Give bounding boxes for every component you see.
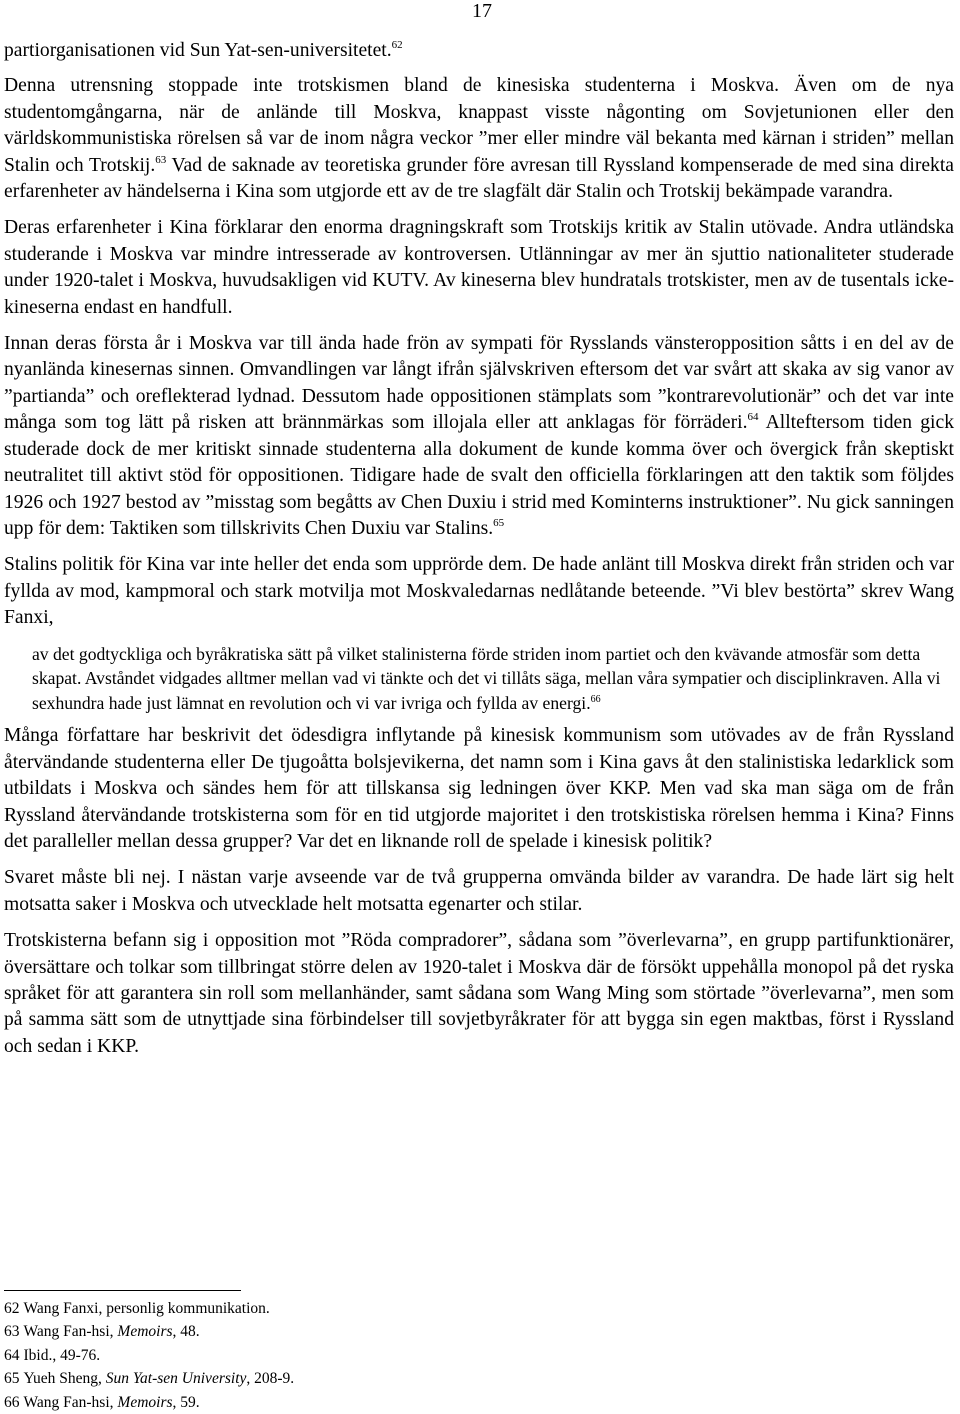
text-run: Ibid., 49-76. [23,1346,101,1364]
footnote-number: 64 [4,1346,20,1364]
text-run: Svaret måste bli nej. I nästan varje avseende var de två grupperna omvända bilder av varandra. De hade lärt sig helt motsatta saker i Moskva och utvecklade helt motsatta egenarter och stilar. [4,867,954,915]
paragraph [4,865,954,918]
text-run: Wang Fan-hsi, [23,1323,118,1341]
italic-title: Memoirs [117,1393,173,1411]
text-run: Yueh Sheng, [23,1370,106,1388]
text-run: Deras erfarenheter i Kina förklarar den enorma dragningskraft som Trotskijs kritik av Stalin utövade. Andra utländska studerande i Moskva var mindre intresserade av kontroversen. Utlänningar av mer än sjuttio nationaliteter studerade under 1920-talet i Moskva, huvudsakligen vid KUTV. Av kineserna blev hundratals trotskister, men av de tusentals icke-kineserna endast en handfull. [4,217,954,318]
footnote-number: 62 [4,1300,20,1317]
footnote-ref: 65 [493,516,505,529]
text-run: Innan deras första år i Moskva var till ända hade frön av sympati för Rysslands vänsteropposition såtts i en del av de nyanlända kinesernas sinnen. Omvandlingen var långt ifrån självskriven eftersom det var svårt att skaka av sig vanor av ”partianda” och oreflekterad lydnad. Dessutom hade oppositionen stämplats som ”kontrarevolutionär” och det var inte många som tog lätt på risken att brännmärkas som illojala eller att anklagas för förräderi. [4,333,954,434]
italic-title: Sun Yat-sen University [105,1370,247,1388]
text-run: Stalins politik för Kina var inte heller det enda som upprörde dem. De hade anlänt till Moskva direkt från striden och var fyllda av mod, kampmoral och stark motvilja mot Moskvaledarnas nedlåtande beteende. ”Vi blev bestörta” skrev Wang Fanxi, [4,554,954,629]
page-number: 17 [472,0,492,22]
text-run: Trotskisterna befann sig i opposition mot ”Röda compradorer”, sådana som ”överlevarna”, en grupp partifunktionärer, översättare och tolkar som tillbringat större delen av 1920-talet i Moskva där de försökt uppehålla monopol på det ryska språket för att garantera sin roll som mellanhänder, samt sådana som Wang Ming som störtade ”överlevarna”, men som på samma sätt som de utnyttjade sina förbindelser till sovjetbyråkrater för att bygga sin egen maktbas, först i Ryssland och sedan i KKP. [4,930,954,1057]
footnote [4,1297,604,1320]
footnote-number: 63 [4,1323,20,1341]
text-run: , 59. [172,1393,200,1411]
paragraph [4,215,954,321]
footnote-ref: 64 [747,411,759,424]
footnote-number: 65 [4,1370,20,1388]
footnote-ref: 63 [155,153,167,166]
paragraph [4,331,954,542]
paragraph [4,73,954,205]
paragraph [4,928,954,1060]
footnote-divider [4,1290,241,1291]
text-run: Denna utrensning stoppade inte trotskismen bland de kinesiska studenterna i Moskva. Även om de nya studentomgångarna, när de anlände till Moskva, knappast visste någonting om Sovjetunionen eller den världskommunistiska rörelsen så var de inom några veckor ”mer eller mindre väl bekanta med kärnan i striden” mellan Stalin och Trotskij. [4,75,954,176]
paragraph [4,552,954,631]
footnotes [4,1297,604,1414]
text-run: Många författare har beskrivit det ödesdigra inflytande på kinesisk kommunism som utövades av de från Ryssland återvändande studenterna eller De tjugoåtta bolsjevikerna, det namn som i Kina gavs åt den stalinistiska ledarklick som utbildats i Moskva och sändes hem för att tillskansa sig ledningen över KKP. Men vad ska man säga om de från Ryssland återvändande trotskisterna som för en tid utgjorde majoritet i den trotskistiska rörelsen hemma i Kina? Finns det paralleller mellan dessa grupper? Var det en liknande roll de spelade i kinesisk politik? [4,725,954,852]
block-quote [32,642,954,716]
footnote-ref: 66 [590,693,601,705]
footnote-number: 66 [4,1393,20,1411]
text-run: , 208-9. [246,1370,295,1388]
text-run: , 48. [172,1323,200,1341]
text-run: Wang Fanxi, personlig kommunikation. [23,1300,270,1317]
paragraph [4,723,954,855]
body-text [4,38,954,1070]
footnote [4,1391,604,1414]
italic-title: Memoirs [117,1323,173,1341]
paragraph [4,38,954,64]
text-run: Allteftersom tiden gick studerade dock de mer kritiskt sinnade studenterna alla dokument de kunde komma över och övergick från skeptiskt neutralitet till aktivt stöd för oppositionen. Tidigare hade de svalt den officiella förklaringen att den taktik som följdes 1926 och 1927 bestod av ”misstag som begåtts av Chen Duxiu i strid med Kominterns instruktioner”. Nu gick sanningen upp för dem: Taktiken som tillskrivits Chen Duxiu var Stalins. [4,412,954,539]
footnote-ref: 62 [391,39,403,51]
footnote [4,1367,604,1390]
text-run: partiorganisationen vid Sun Yat-sen-universitetet. [4,40,392,61]
text-run: av det godtyckliga och byråkratiska sätt på vilket stalinisterna förde striden inom partiet och den kvävande atmosfär som detta skapat. Avståndet vidgades alltmer mellan vad vi tänkte och det vi tillåts säga, mellan våra sympatier och disciplinkraven. Alla vi sexhundra hade just lämnat en revolution och vi var ivriga och fyllda av energi. [32,643,941,713]
text-run: Vad de saknade av teoretiska grunder före avresan till Ryssland kompenserade de med sina direkta erfarenheter av händelserna i Kina som utgjorde ett av de tre slagfält där Stalin och Trotskij bekämpade varandra. [4,154,954,203]
footnote [4,1320,604,1343]
text-run: Wang Fan-hsi, [23,1393,118,1411]
footnote [4,1344,604,1367]
